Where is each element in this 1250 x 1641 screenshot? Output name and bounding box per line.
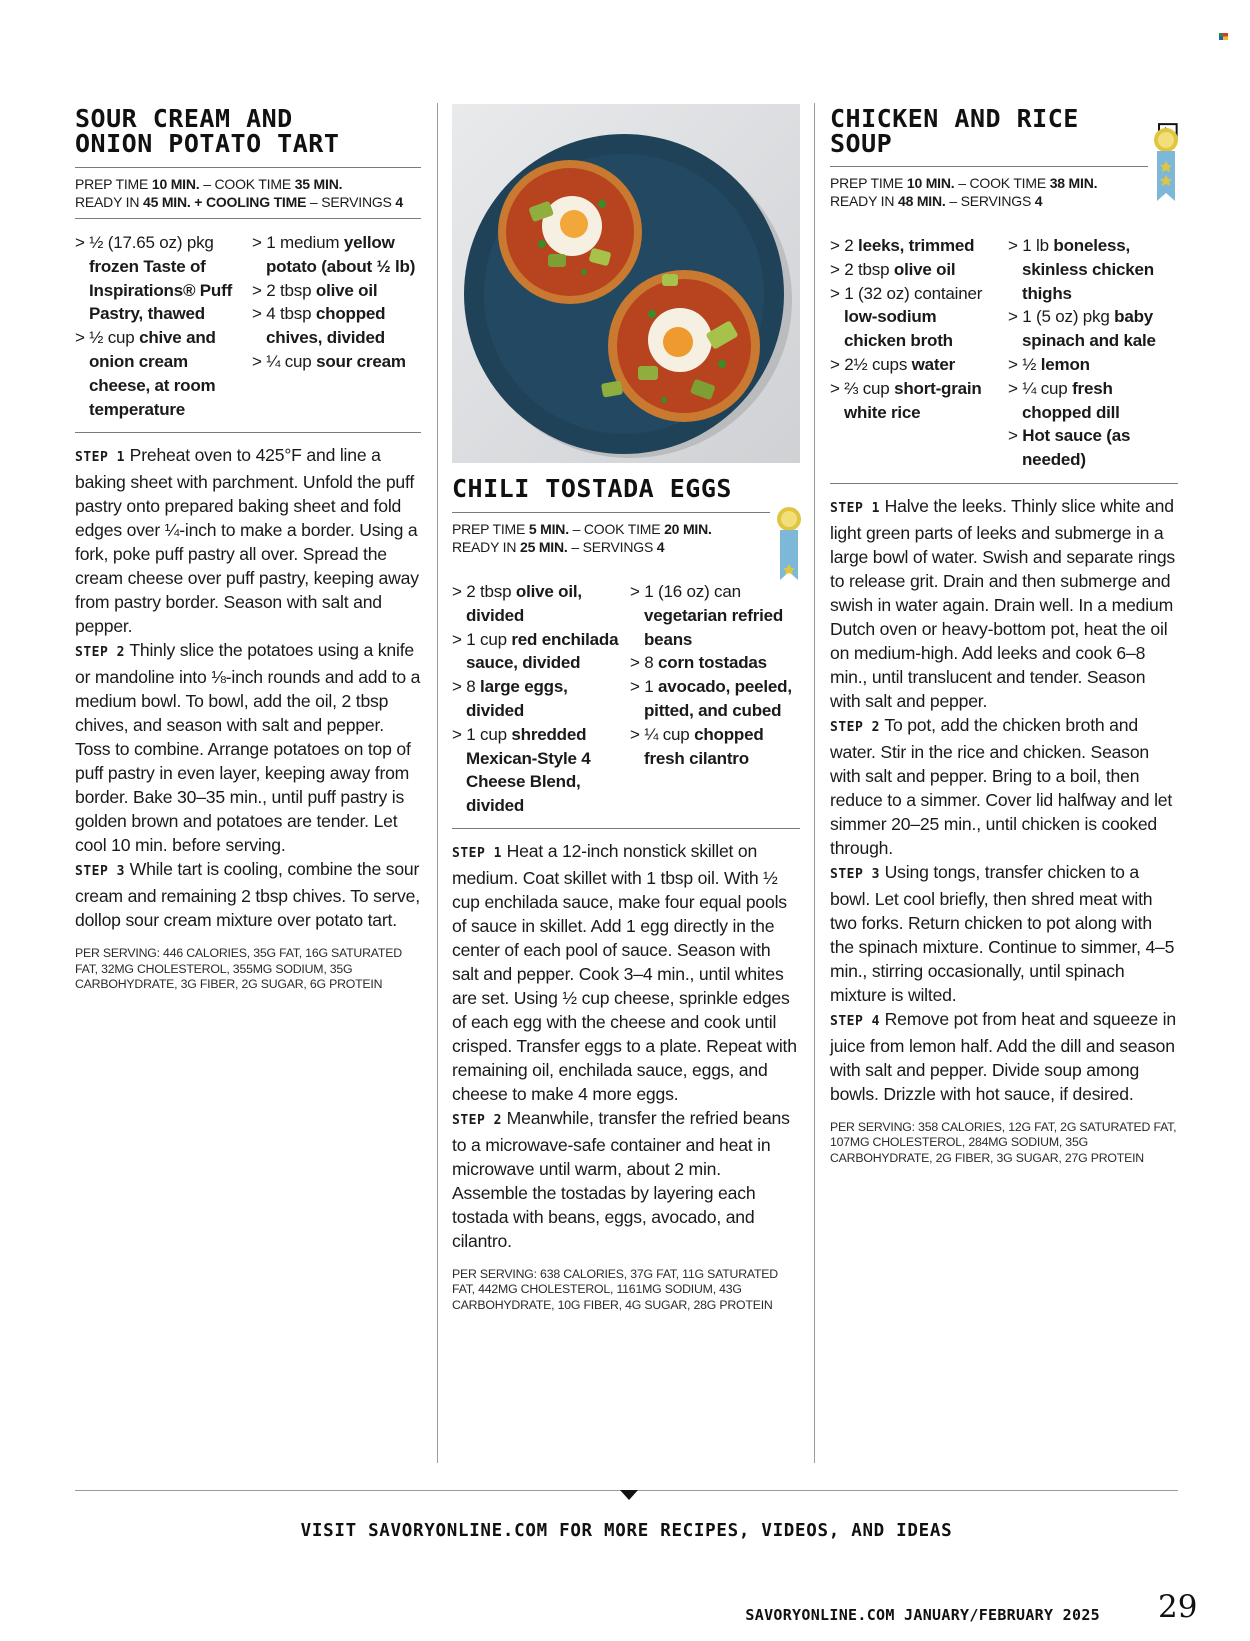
ingredient-quantity: > 1 — [630, 677, 654, 697]
recipe-chicken-rice-soup — [830, 100, 1178, 1166]
ingredient-item — [452, 628, 622, 676]
recipe-title: SOUR CREAM AND ONION POTATO TART — [75, 104, 340, 158]
divider — [452, 828, 800, 829]
step-label: STEP 2 — [830, 719, 880, 735]
divider — [75, 167, 421, 168]
ingredient-name: olive oil — [893, 259, 956, 279]
ingredient-quantity: > 2 tbsp — [830, 259, 890, 279]
ingredient-name: sour cream — [316, 351, 406, 371]
ingredient-item — [252, 350, 421, 374]
instruction-step — [830, 860, 1178, 1007]
ingredient-name: yellow potato (about ½ lb) — [266, 233, 416, 276]
ingredient-quantity: > 4 tbsp — [252, 304, 312, 324]
ingredient-item — [630, 651, 800, 675]
step-label: STEP 1 — [75, 450, 125, 466]
issue-date: JANUARY/FEBRUARY 2025 — [904, 1606, 1100, 1624]
ingredient-item — [75, 231, 244, 326]
ingredient-name: Hot sauce (as needed) — [1022, 426, 1131, 470]
award-ribbon-icon — [1153, 127, 1179, 203]
divider — [75, 432, 421, 433]
ingredient-item — [830, 258, 1000, 282]
step-label: STEP 2 — [75, 645, 125, 661]
instruction-step — [830, 713, 1178, 860]
step-text: Heat a 12-inch nonstick skillet on medium. Coat skillet with 1 tbsp oil. With ½ cup enchilada sauce, make four equal pools of sauce in skillet. Add 1 egg directly in the center of each pool of sauce. Season with salt and pepper. Cook 3–4 min., until whites are set. Using ½ cup cheese, sprinkle edges of each egg with the cheese and cook until crisped. Transfer eggs to a plate. Repeat with remaining oil, enchilada sauce, eggs, and cheese to make 4 more eggs. — [452, 840, 797, 1104]
instructions — [452, 839, 800, 1253]
ingredient-item — [830, 377, 1000, 425]
ingredient-name: frozen Taste of Inspirations® Puff Pastry, thawed — [89, 256, 233, 324]
footer-cta-link[interactable]: VISIT SAVORYONLINE.COM FOR MORE RECIPES, VIDEOS, AND IDEAS — [300, 1521, 953, 1541]
ingredient-item — [452, 723, 622, 818]
step-label: STEP 3 — [75, 864, 125, 880]
instruction-step — [452, 1106, 800, 1253]
instruction-step — [452, 839, 800, 1106]
ingredient-item — [1008, 305, 1178, 353]
instruction-step — [75, 857, 421, 932]
column-divider — [814, 103, 815, 1463]
ingredient-item — [830, 353, 1000, 377]
step-text: Thinly slice the potatoes using a knife or mandoline into ⅛-inch rounds and add to a medium bowl. To bowl, add the oil, 2 tbsp chives, and season with salt and pepper. Toss to combine. Arrange potatoes on top of puff pastry in even layer, keeping away from border. Bake 30–35 min., until puff pastry is golden brown and potatoes are tender. Let cool 10 min. before serving. — [75, 640, 421, 856]
ingredient-quantity: > ¼ cup — [630, 724, 690, 744]
ingredient-name: chive and onion cream cheese, at room temperature — [89, 328, 216, 419]
ingredient-name: lemon — [1040, 354, 1090, 374]
award-ribbon-icon — [776, 506, 802, 582]
ingredient-name: chopped fresh cilantro — [644, 724, 764, 768]
ingredient-name: baby spinach and kale — [1022, 307, 1156, 351]
ingredient-item — [830, 282, 1000, 353]
nutrition-info: PER SERVING: 446 CALORIES, 35G FAT, 16G SATURATED FAT, 32MG CHOLESTEROL, 355MG SODIUM, 35G CARBOHYDRATE, 3G FIBER, 2G SUGAR, 6G PROTEIN — [75, 946, 402, 992]
ingredient-column — [630, 580, 800, 818]
nutrition-info: PER SERVING: 638 CALORIES, 37G FAT, 11G SATURATED FAT, 442MG CHOLESTEROL, 1161MG SODIUM, 43G CARBOHYDRATE, 10G FIBER, 4G SUGAR, 28G PROTEIN — [452, 1266, 778, 1312]
recipe-meta: PREP TIME 10 MIN. – COOK TIME 35 MIN. READY IN 45 MIN. + COOLING TIME – SERVINGS 4 — [75, 176, 403, 210]
tostada-eggs-photo — [452, 104, 800, 463]
step-label: STEP 3 — [830, 866, 880, 882]
ingredient-item — [630, 723, 800, 771]
ingredient-quantity: > 8 — [630, 653, 654, 673]
ingredient-name: fresh chopped dill — [1022, 378, 1120, 422]
ingredient-item — [252, 279, 421, 303]
ingredient-name: avocado, peeled, pitted, and cubed — [644, 677, 792, 720]
site-url[interactable]: SAVORYONLINE.COM — [745, 1606, 895, 1624]
step-label: STEP 1 — [830, 500, 880, 516]
step-text: Preheat oven to 425°F and line a baking sheet with parchment. Unfold the puff pastry onto prepared baking sheet and fold edges over ¼-inch to make a border. Using a fork, poke puff pastry all over. Spread the cream cheese over puff pastry, keeping away from pastry border. Season with salt and pepper. — [75, 445, 419, 637]
ingredient-list — [830, 234, 1178, 472]
ingredient-item — [1008, 377, 1178, 425]
step-text: Halve the leeks. Thinly slice white and light green parts of leeks and submerge in a large bowl of water. Swish and separate rings to release grit. Drain and then submerge and swish in water again. Drain well. In a medium Dutch oven or heavy-bottom pot, heat the oil on medium-high. Add leeks and cook 6–8 min., until translucent and tender. Season with salt and pepper. — [830, 495, 1176, 711]
instructions — [830, 494, 1178, 1106]
ingredient-list — [452, 580, 800, 818]
step-label: STEP 1 — [452, 845, 502, 861]
ingredient-item — [452, 580, 622, 628]
ingredient-name: red enchilada sauce, divided — [466, 629, 619, 673]
ingredient-name: leeks, trimmed — [858, 236, 975, 255]
step-text: Using tongs, transfer chicken to a bowl. Let cool briefly, then shred meat with two forks. Return chicken to pot along with the spinach mixture. Continue to simmer, 4–5 min., stirring occasionally, until spinach mixture is wilted. — [830, 861, 1175, 1005]
ingredient-item — [830, 234, 1000, 258]
ingredient-quantity: > 1 medium — [252, 233, 340, 252]
ingredient-quantity: > 2 — [830, 236, 854, 255]
step-label: STEP 2 — [452, 1112, 502, 1128]
recipe-meta: PREP TIME 5 MIN. – COOK TIME 20 MIN. READY IN 25 MIN. – SERVINGS 4 — [452, 521, 712, 555]
ingredient-item — [452, 675, 622, 723]
ingredient-name: vegetarian refried beans — [644, 605, 784, 649]
ingredient-name: chopped chives, divided — [266, 304, 386, 348]
instruction-step — [75, 443, 421, 638]
ingredient-quantity: > ½ cup — [75, 328, 135, 348]
ingredient-name: boneless, skinless chicken thighs — [1022, 236, 1154, 303]
ingredient-name: olive oil, divided — [466, 582, 582, 625]
divider — [452, 512, 770, 513]
recipe-title: CHILI TOSTADA EGGS — [452, 474, 732, 503]
caret-down-icon — [620, 1490, 638, 1500]
ingredient-quantity: > 1 cup — [452, 629, 507, 649]
ingredient-name: low-sodium chicken broth — [844, 307, 953, 351]
step-label: STEP 4 — [830, 1013, 880, 1029]
ingredient-quantity: > 8 — [452, 677, 476, 697]
step-text: To pot, add the chicken broth and water. Stir in the rice and chicken. Season with salt and pepper. Bring to a boil, then reduce to a simmer. Cover lid halfway and let simmer 20–25 min., until chicken is cooked through. — [830, 714, 1173, 858]
ingredient-item — [1008, 234, 1178, 305]
ingredient-column — [830, 234, 1000, 472]
flag-icon — [1219, 33, 1228, 40]
ingredient-column — [1008, 234, 1178, 472]
recipe-title: CHICKEN AND RICE SOUP — [830, 106, 1178, 156]
recipe-meta: PREP TIME 10 MIN. – COOK TIME 38 MIN. READY IN 48 MIN. – SERVINGS 4 — [830, 175, 1098, 209]
column-divider — [437, 103, 438, 1463]
ingredient-quantity: > 1 (16 oz) can — [630, 582, 741, 601]
ingredient-item — [1008, 424, 1178, 472]
ingredient-name: shredded Mexican-Style 4 Cheese Blend, divided — [466, 724, 591, 816]
recipe-sour-cream-tart — [75, 100, 421, 993]
ingredient-name: corn tostadas — [658, 653, 767, 673]
instruction-step — [830, 494, 1178, 713]
ingredient-quantity: > ½ (17.65 oz) pkg — [75, 233, 214, 252]
instruction-step — [75, 638, 421, 857]
ingredient-item — [630, 580, 800, 651]
ingredient-quantity: > 2 tbsp — [252, 280, 312, 300]
divider — [830, 483, 1178, 484]
ingredient-quantity: > 1 (32 oz) container — [830, 283, 983, 303]
ingredient-item — [630, 675, 800, 723]
nutrition-info: PER SERVING: 358 CALORIES, 12G FAT, 2G SATURATED FAT, 107MG CHOLESTEROL, 284MG SODIUM, 35G CARBOHYDRATE, 2G FIBER, 3G SUGAR, 27G PROTEIN — [830, 1119, 1177, 1165]
ingredient-column — [452, 580, 622, 818]
divider — [75, 218, 421, 219]
ingredient-quantity: > — [1008, 426, 1018, 446]
recipe-chili-tostada-eggs — [452, 463, 800, 1313]
ingredient-name: large eggs, divided — [466, 677, 568, 720]
ingredient-quantity: > 1 (5 oz) pkg — [1008, 307, 1110, 327]
ingredient-name: short-grain white rice — [844, 378, 982, 422]
ingredient-item — [252, 302, 421, 350]
ingredient-item — [252, 231, 421, 279]
ingredient-list — [75, 231, 421, 421]
step-text: While tart is cooling, combine the sour cream and remaining 2 tbsp chives. To serve, dollop sour cream mixture over potato tart. — [75, 859, 420, 931]
ingredient-quantity: > ¼ cup — [252, 351, 312, 371]
ingredient-column — [252, 231, 421, 421]
step-text: Remove pot from heat and squeeze in juice from lemon half. Add the dill and season with salt and pepper. Divide soup among bowls. Drizzle with hot sauce, if desired. — [830, 1008, 1176, 1104]
ingredient-quantity: > ¼ cup — [1008, 378, 1068, 398]
ingredient-quantity: > 2 tbsp — [452, 582, 512, 601]
ingredient-quantity: > ½ — [1008, 354, 1037, 374]
ingredient-quantity: > ⅔ cup — [830, 378, 890, 398]
ingredient-quantity: > 1 lb — [1008, 236, 1049, 255]
ingredient-quantity: > 2½ cups — [830, 354, 908, 374]
instruction-step — [830, 1007, 1178, 1106]
ingredient-item — [1008, 353, 1178, 377]
ingredient-quantity: > 1 cup — [452, 724, 507, 744]
divider — [830, 166, 1148, 167]
food-illustration — [452, 104, 800, 463]
ingredient-column — [75, 231, 244, 421]
ingredient-name: water — [911, 354, 956, 374]
step-text: Meanwhile, transfer the refried beans to a microwave-safe container and heat in microwave until warm, about 2 min. Assemble the tostadas by layering each tostada with beans, eggs, avocado, and cilantro. — [452, 1107, 790, 1251]
footer-site-info — [745, 1606, 1100, 1624]
ingredient-name: olive oil — [315, 280, 378, 300]
page-number: 29 — [1158, 1589, 1198, 1625]
ingredient-item — [75, 326, 244, 421]
instructions — [75, 443, 421, 932]
